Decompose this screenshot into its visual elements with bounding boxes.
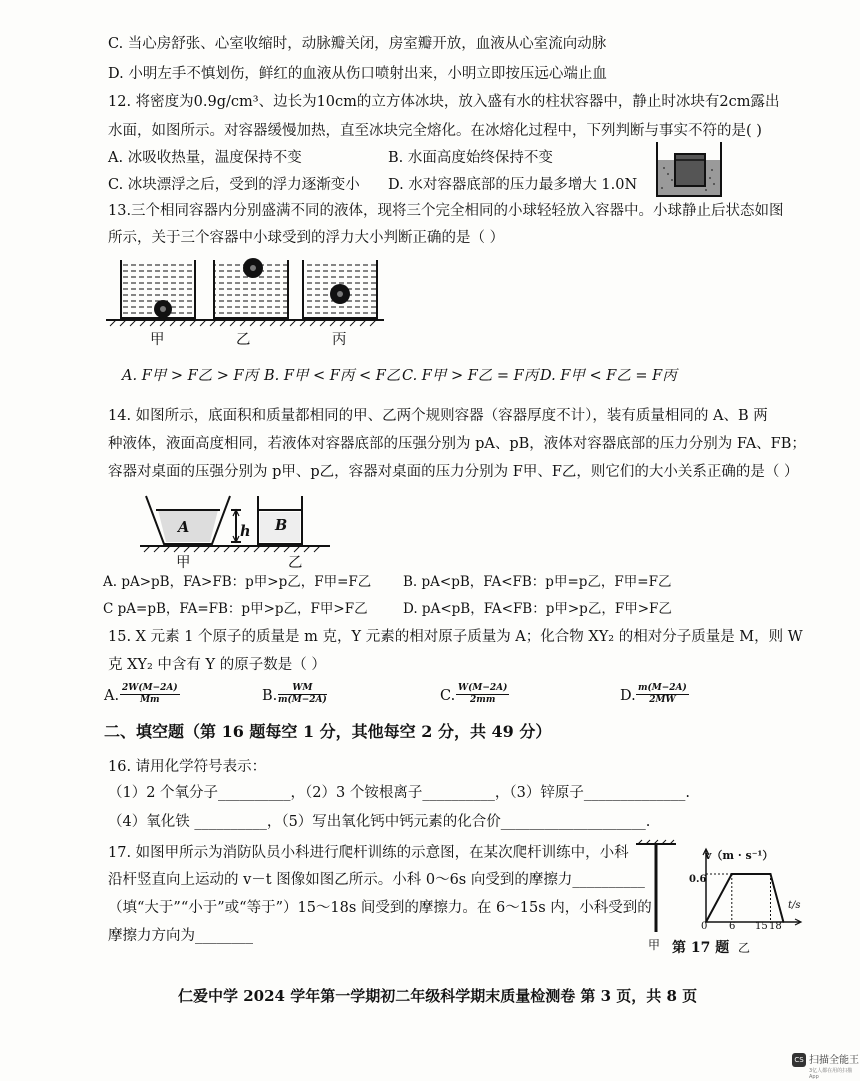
q12-stem-line1: 12. 将密度为0.9g/cm³、边长为10cm的立方体冰块，放入盛有水的柱状容器中，静止时冰块有2cm露出 [108,94,780,110]
q15-option-b-label: B. [262,688,278,704]
velocity-series-line [706,874,783,922]
graph-tick-6: 6 [729,921,736,932]
q15-option-b-fraction: $\frac{WM}{m(M-2A)}$ [278,683,327,705]
q15-stem-line1: 15. X 元素 1 个原子的质量是 m 克，Y 元素的相对原子质量为 A；化合物 XY₂ 的相对分子质量是 M，则 W [108,629,803,645]
q13-option-c: C. F甲 > F乙 = F丙 [402,368,539,384]
q12-option-a: A. 冰吸收热量，温度保持不变 [108,150,302,166]
q13-containers-figure [106,256,386,326]
section-2-heading: 二、填空题（第 16 题每空 1 分，其他每空 2 分，共 49 分） [104,722,552,741]
q14-containers-figure [140,494,330,554]
q17-line2: 沿杆竖直向上运动的 v－t 图像如图乙所示。小科 0～6s 向受到的摩擦力__________ [108,872,645,888]
graph-x-label: t/s [788,900,801,911]
graph-y-label: v（m · s⁻¹） [705,849,774,862]
q12-option-c: C. 冰块漂浮之后，受到的浮力逐渐变小 [108,177,360,193]
page-footer: 仁爱中学 2024 学年第一学期初二年级科学期末质量检测卷 第 3 页，共 8 页 [178,987,698,1005]
graph-v-label: 0.6 [689,874,707,885]
q14-option-b: B. pA<pB，FA<FB：p甲=p乙，F甲=F乙 [403,574,672,590]
q15-stem-line2: 克 XY₂ 中含有 Y 的原子数是（ ） [108,657,326,673]
watermark-title: 扫描全能王 [809,1055,859,1066]
q17-caption: 第 17 题 [672,940,730,956]
watermark-subtitle: 3亿人都在用的扫描App [809,1068,853,1080]
q13-option-d: D. F甲 < F乙 = F丙 [540,368,677,384]
scanner-watermark [792,1051,860,1080]
q13-label-jia: 甲 [150,332,165,348]
data-point-15 [770,873,772,875]
q14-option-c: C pA=pB，FA=FB：p甲>p乙，F甲>F乙 [103,601,368,617]
q12-option-b: B. 水面高度始终保持不变 [388,150,553,166]
q11-option-c: C. 当心房舒张、心室收缩时，动脉瓣关闭，房室瓣开放，血液从心室流向动脉 [108,36,607,52]
q17-pole-figure [632,840,682,940]
q17-label-yi: 乙 [738,941,751,955]
q14-option-a: A. pA>pB，FA>FB：p甲>p乙，F甲=F乙 [103,574,372,590]
q15-option-a-label: A. [104,688,120,704]
data-point-6 [731,873,733,875]
q17-line3: （填“大于”“小于”或“等于”）15～18s 间受到的摩擦力。在 6～15s 内，小科受到的 [108,900,652,916]
q13-option-b: B. F甲 < F丙 < F乙 [264,368,401,384]
q14-stem-line3: 容器对桌面的压强分别为 p甲、p乙，容器对桌面的压力分别为 F甲、F乙，则它们的大小关系正确的是（ ） [108,464,799,480]
q17-line4: 摩擦力方向为________ [108,928,253,944]
q15-option-c-fraction: $\frac{W(M-2A)}{2mm}$ [458,683,508,705]
q12-stem-line2: 水面，如图所示。对容器缓慢加热，直至冰块完全熔化。在冰熔化过程中，下列判断与事实不符的是( ) [108,123,762,139]
q14-liquid-b-label: B [275,517,288,534]
q14-height-label: h [240,523,251,540]
q14-liquid-a-label: A [178,519,190,536]
q12-ice-figure [654,140,724,200]
data-point-18 [783,921,785,923]
q13-label-yi: 乙 [236,332,251,348]
q13-stem-line2: 所示，关于三个容器中小球受到的浮力大小判断正确的是（ ） [108,230,505,246]
q16-line1: （1）2 个氧分子__________，（2）3 个铵根离子__________，（3）锌原子______________. [108,785,690,801]
q15-option-a-fraction: $\frac{2W(M-2A)}{Mm}$ [122,683,178,705]
graph-tick-0: 0 [701,921,708,932]
q13-option-a: A. F甲 > F乙 > F丙 [122,368,259,384]
q15-option-c-label: C. [440,688,456,704]
graph-tick-18: 18 [769,921,782,932]
q16-line2: （4）氧化铁 __________，（5）写出氧化钙中钙元素的化合价____________________. [108,814,651,830]
q14-stem-line1: 14. 如图所示，底面积和质量都相同的甲、乙两个规则容器（容器厚度不计），装有质量相同的 A、B 两 [108,408,768,424]
q15-option-d-fraction: $\frac{m(M-2A)}{2MW}$ [638,683,687,705]
q16-stem: 16. 请用化学符号表示： [108,759,267,775]
q14-label-yi: 乙 [288,555,303,571]
q17-label-jia: 甲 [648,938,661,952]
q13-stem-line1: 13.三个相同容器内分别盛满不同的液体，现将三个完全相同的小球轻轻放入容器中。小球静止后状态如图 [108,203,784,219]
q14-stem-line2: 种液体，液面高度相同，若液体对容器底部的压强分别为 pA、pB，液体对容器底部的压力分别为 FA、FB； [108,436,806,452]
q14-option-d: D. pA<pB，FA<FB：p甲>p乙，F甲>F乙 [403,601,672,617]
q12-option-d: D. 水对容器底部的压力最多增大 1.0N [388,177,638,193]
q13-label-bing: 丙 [332,332,347,348]
graph-tick-15: 15 [755,921,768,932]
q15-option-d-label: D. [620,688,636,704]
q11-option-d: D. 小明左手不慎划伤，鲜红的血液从伤口喷射出来，小明立即按压远心端止血 [108,66,607,82]
q14-label-jia: 甲 [176,555,191,571]
scanner-logo-icon: CS [792,1053,806,1067]
q17-line1: 17. 如图甲所示为消防队员小科进行爬杆训练的示意图，在某次爬杆训练中，小科 [108,845,629,861]
